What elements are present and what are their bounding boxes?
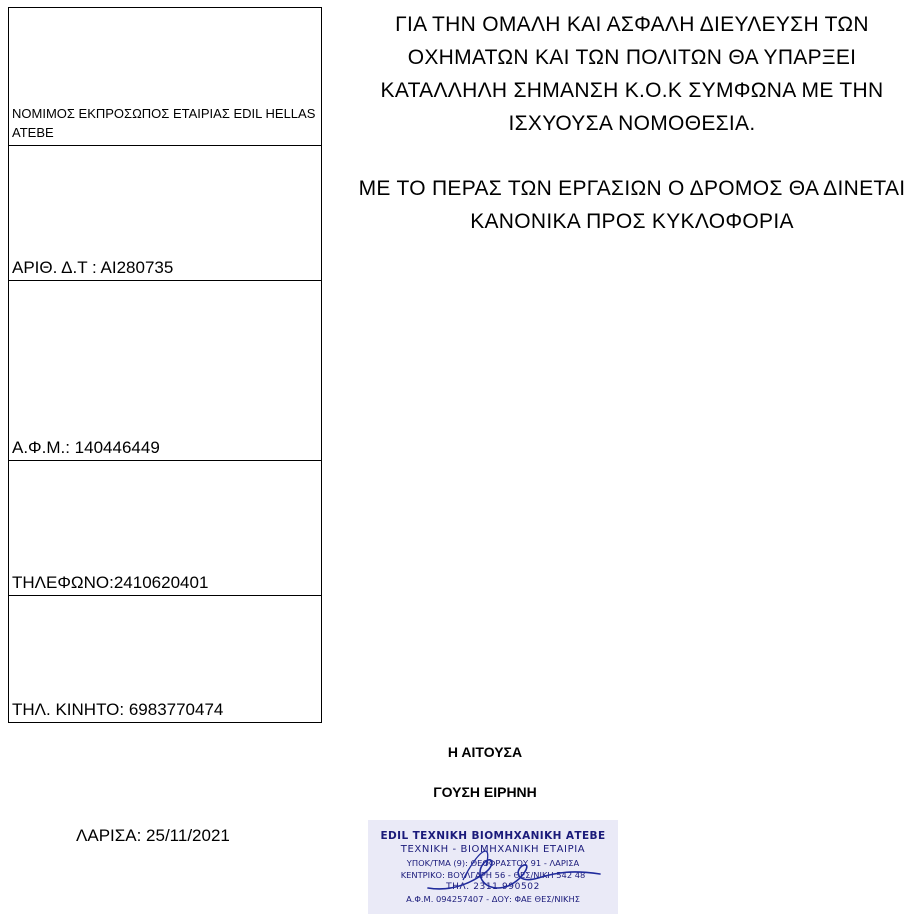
notice-paragraph-traffic-signage: ΓΙΑ ΤΗΝ ΟΜΑΛΗ ΚΑΙ ΑΣΦΑΛΗ ΔΙΕΥΛΕΥΣΗ ΤΩΝ ΟΧΗΜΑΤΩΝ ΚΑΙ ΤΩΝ ΠΟΛΙΤΩΝ ΘΑ ΥΠΑΡΞΕΙ ΚΑΤΑΛΛΗΛΗ ΣΗΜΑΝΣΗ Κ.Ο.Κ ΣΥΜΦΩΝΑ ΜΕ ΤΗΝ ΙΣΧΥΟΥΣΑ ΝΟΜΟΘΕΣΙΑ.: [380, 13, 884, 135]
notice-paragraph-road-reopening: ΜΕ ΤΟ ΠΕΡΑΣ ΤΩΝ ΕΡΓΑΣΙΩΝ Ο ΔΡΟΜΟΣ ΘΑ ΔΙΝΕΤΑΙ ΚΑΝΟΝΙΚΑ ΠΡΟΣ ΚΥΚΛΟΦΟΡΙΑ: [358, 177, 906, 233]
stamp-company-type: ΤΕΧΝΙΚΗ - ΒΙΟΜΗΧΑΝΙΚΗ ΕΤΑΙΡΙΑ: [400, 844, 586, 855]
stamp-tax-info: Α.Φ.Μ. 094257407 - ΔΟΥ: ΦΑΕ ΘΕΣ/ΝΙΚΗΣ: [406, 894, 580, 904]
stamp-branch-address: ΥΠΟΚ/ΤΜΑ (9): ΘΕΟΦΡΑΣΤΟΥ 91 - ΛΑΡΙΣΑ: [406, 858, 580, 868]
handwritten-signature: [368, 820, 618, 914]
notice-text: [342, 8, 917, 238]
legal-representative-cell: ΝΟΜΙΜΟΣ ΕΚΠΡΟΣΩΠΟΣ ΕΤΑΙΡΙΑΣ EDIL HELLAS ΑΤΕΒΕ: [9, 8, 322, 146]
contact-info-table: [8, 7, 322, 723]
stamp-phone: ΤΗΛ. 2311 990502: [446, 882, 540, 892]
phone-cell: ΤΗΛΕΦΩΝΟ:2410620401: [9, 461, 322, 596]
tax-number-cell: Α.Φ.Μ.: 140446449: [9, 281, 322, 461]
company-stamp: [368, 820, 618, 914]
applicant-name: ΓΟΥΣΗ ΕΙΡΗΝΗ: [433, 784, 537, 800]
place-and-date: ΛΑΡΙΣΑ: 25/11/2021: [76, 826, 230, 845]
stamp-head-office-address: ΚΕΝΤΡΙΚΟ: ΒΟΥΛΓΑΡΗ 56 - ΘΕΣ/ΝΙΚΗ 542 48: [400, 870, 586, 880]
id-number-cell: ΑΡΙΘ. Δ.Τ : ΑΙ280735: [9, 146, 322, 281]
stamp-company-name: EDIL ΤΕΧΝΙΚΗ ΒΙΟΜΗΧΑΝΙΚΗ ΑΤΕΒΕ: [380, 830, 606, 842]
applicant-role: Η ΑΙΤΟΥΣΑ: [447, 744, 523, 760]
mobile-phone-cell: ΤΗΛ. ΚΙΝΗΤΟ: 6983770474: [9, 596, 322, 723]
